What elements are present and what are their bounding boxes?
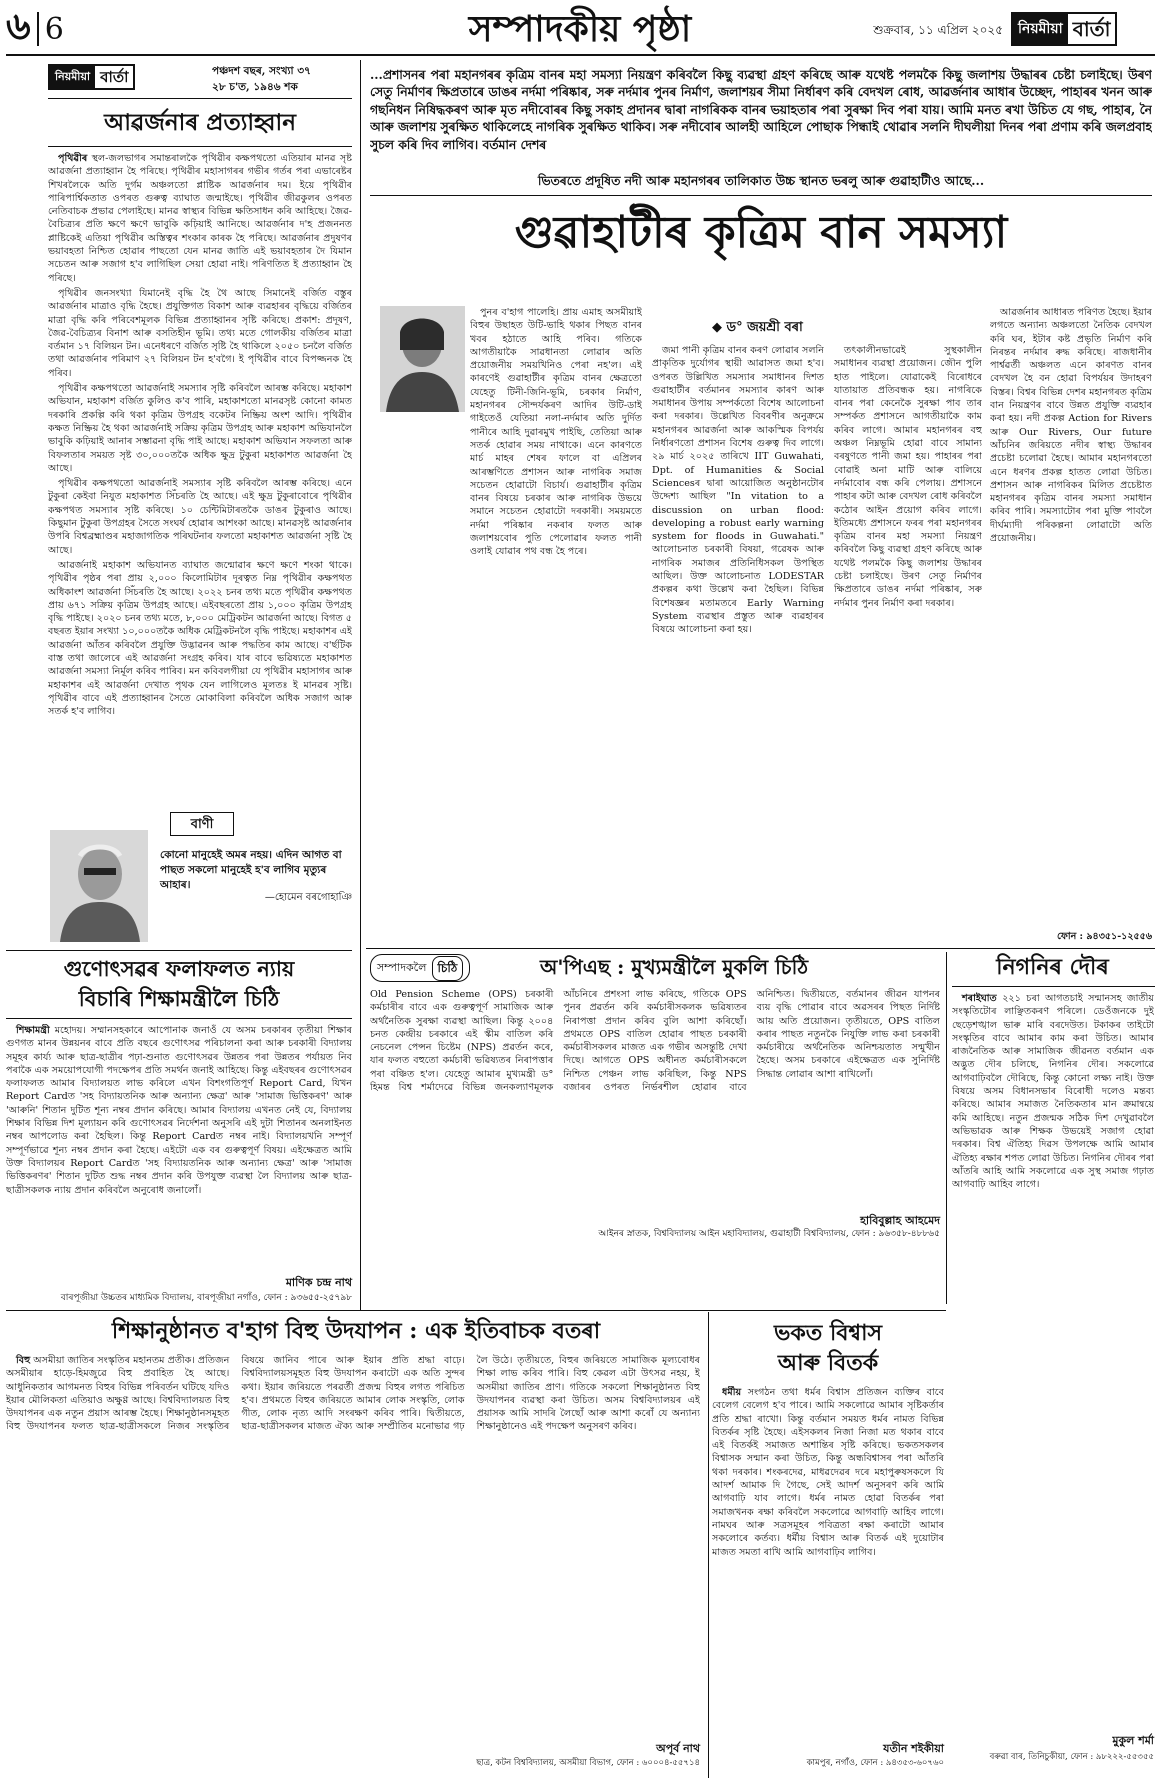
editorial-paragraph: পৃথিৱীৰ কক্ষপথতো আৱৰ্জনাই সমস্যাৰ সৃষ্টি কৰিবলৈ আৰম্ভ কৰিছে। এনে টুকুৰা কেইবা নিযুত মহাকাশত সিঁচৰতি হৈ আছে। এই ক্ষুদ্ৰ টুকুৰাবোৰে পৃথিৱীৰ কক্ষপথত সমস্যাৰ সৃষ্টি কৰিছে। ১০ চেন্টিমিটাৰতকৈ ডাঙৰ টুকুৰাও আছে। কিছুমান টুকুৰা উপগ্ৰহৰ সৈতে সংঘৰ্ষ হোৱাৰ আশংকা আছে। মানৱসৃষ্ট আৱৰ্জনাৰ উপৰি বিশ্বব্ৰহ্মাণ্ডৰ মহাজাগতিক পৰিঘটনাৰ ফলতো মহাকাশত আৱৰ্জনা সৃষ্টি হৈ আছে। (48, 478, 352, 556)
letters-section-label-text2: চিঠি (437, 960, 458, 975)
top-article-column-3-text: তৎকালীনভাৱেই সুস্থকালীন সমাধানৰ ব্যৱস্থা প্ৰয়োজন। জৌন পুলি হাত পাইলে। যোৱাকেই বিৰোধৰে যাতায়াত প্ৰতিবন্ধক হয়। নাগৰিকে বানৰ পৰা কেনেকৈ সুৰক্ষা পাব তাৰ সম্পৰ্কত প্ৰশাসনে আগতীয়াকৈ কাম কৰিব লাগে। আমাৰ মহানগৰৰ বহু অঞ্চল নিম্নভূমি হোৱা বাবে সামান্য বৰষুণতে পানী জমা হয়। পাহাৰৰ পৰা বোৱাই অনা মাটি আৰু বালিয়ে নৰ্দমাবোৰ বন্ধ কৰি পেলায়। প্ৰশাসনে পাহাৰ কটা আৰু বেদখল ৰোধ কৰিবলৈ কঠোৰ আইন প্ৰয়োগ কৰিব লাগে। ইতিমধ্যে প্ৰশাসনে ফৰৰ পৰা মহানগৰৰ কৃত্ৰিম বানৰ মহা সমস্যা নিয়ন্ত্ৰণ কৰিবলৈ কিছু ব্যৱস্থা গ্ৰহণ কৰিছে আৰু যথেষ্ট পলমকৈ কিছু জলাশয় উদ্ধাৰৰ চেষ্টা চলাইছে। উৰণ সেতু নিৰ্মাণৰ ক্ষিপ্ৰতাৰে ডাঙৰ নৰ্দমা পৰিষ্কাৰ, সৰু নৰ্দমাৰ পুনৰ নিৰ্মাণ কৰা দৰকাৰ। (834, 345, 982, 609)
bihu-body (6, 1354, 700, 1740)
byline (712, 318, 962, 339)
author-portrait (50, 830, 148, 942)
left-letter-title-line2: বিচাৰি শিক্ষামন্ত্ৰীলৈ চিঠি (78, 986, 280, 1011)
nigoni-letter-address: বৰুৱা বাৰ, তিনিচুকীয়া, ফোন : ৯৮২২২-৫৫৩৫৫ (989, 1752, 1154, 1762)
editorial-paragraph: আৱৰ্জনাই মহাকাশ অভিযানত ব্যাঘাত জন্মোৱাৰ ক্ষণে ক্ষণে শংকা থাকে। পৃথিৱীৰ পৃষ্ঠৰ পৰা প্ৰায় ২,০০০ কিলোমিটাৰ দূৰত্বত নিম্ন পৃথিৱীৰ কক্ষপথত অধিকাংশ আৱৰ্জনা সিঁচৰতি হৈ আছে। ২০২২ চনৰ তথ্য মতে পৃথিৱীৰ কক্ষপথত প্ৰায় ৬৭১ সক্ৰিয় কৃত্ৰিম উপগ্ৰহ আছে। এইবছৰতো প্ৰায় ১,০০০ কৃত্ৰিম উপগ্ৰহ বৃদ্ধি পাইছে। ২০২০ চনৰ তথ্য মতে, ৮,০০০ মেট্ৰিকটন আৱৰ্জনা আছে। বিগত ৫ বছৰত ইয়াৰ সংখ্যা ১০,০০০তকৈ অধিক মেট্ৰিকটনলৈ বৃদ্ধি পাইছে। মহাকাশৰ এই আৱৰ্জনা আঁতৰ কৰিবলৈ প্ৰযুক্তি উদ্ভাৱনৰ আৰু পদ্ধতিৰ কাম আছে। ব'ৰ্ছটিক বাস্ত তথা জালেৰে এই আৱৰ্জনা সংগ্ৰহ কৰিব। যাৰ বাবে ভৱিষ্যতে মহাকাশত আৱৰ্জনা সমস্যা নিৰ্মূল কৰিব পাৰিব। মন কবিবলগীয়া যে পৃথিৱীৰ মহাসাগৰ আৰু মহাকাশৰ এই আৱৰ্জনা দেখাত পৃথক যেন লাগিলেও মূলতঃ ই মানৱৰ সৃষ্টি। পৃথিৱীৰ বাবে এই প্ৰত্যাহ্বানৰ সৈতে মোকাবিলা কৰিবলৈ অধিক সজাগ আৰু সতৰ্ক হ'ব লাগিব। (48, 559, 352, 718)
ops-letter-address: আইনৰ স্নাতক, বিশ্ববিদ্যালয় আইন মহাবিদ্যালয়, গুৱাহাটী বিশ্ববিদ্যালয়, ফোন : ৯৬৩৫৮-৪৮৮৬৫ (598, 1229, 940, 1239)
letters-section-label (370, 954, 470, 982)
top-article-column-4 (990, 306, 1152, 926)
logo-part2: বাৰ্তা (1072, 17, 1111, 41)
bhakot-lead: ধৰ্মীয় (722, 1387, 742, 1398)
left-letter-body (6, 1024, 352, 1270)
bhakot-author: যতীন শইকীয়া (883, 1742, 944, 1755)
bhakot-text: সংগঠন তথা ধৰ্মৰ বিশ্বাস প্ৰতিজন ব্যক্তিৰ বাবে বেলেগ বেলেগ হ'ব পাৰে। আমি সকলোৱে আমাৰ সৃষ্টিকৰ্তাৰ প্ৰতি শ্ৰদ্ধা ৰাখো। কিন্তু বৰ্তমান সময়ত ধৰ্মৰ নামত বিভিন্ন বিতৰ্কৰ সৃষ্টি হৈছে। এইসকলৰ নিজা নিজা মত থকাৰ বাবে এই বিতৰ্কই সমাজত অশান্তিৰ সৃষ্টি কৰিছে। ভকতসকলৰ বিশ্বাসক সন্মান কৰা উচিত, কিন্তু অন্ধবিশ্বাসৰ পৰা আঁতৰি থকা দৰকাৰ। শংকৰদেৱ, মাধৱদেৱৰ দৰে মহাপুৰুষসকলে যি আদৰ্শ আমাক দি গৈছে, সেই আদৰ্শ অনুসৰণ কৰি আমি আগবাঢ়ি যাব লাগে। ধৰ্মৰ নামত হোৱা বিতৰ্কৰ পৰা সমাজখনক ৰক্ষা কৰিবলৈ সকলোৱে আগবাঢ়ি আহিব লাগে। নামঘৰ আৰু সত্ৰসমূহৰ পবিত্ৰতা ৰক্ষা কৰাটো আমাৰ সকলোৰে কৰ্তব্য। ধৰ্মীয় বিশ্বাস আৰু বিতৰ্ক এই দুয়োটাৰ মাজত সমতা ৰাখি আমি আগবাঢ়িব লাগিব। (712, 1387, 944, 1558)
logo-part1: নিয়মীয়া (1013, 14, 1068, 44)
nigoni-letter-lead: শৰাইঘাত (962, 993, 997, 1004)
section-title: সম্পাদকীয় পৃষ্ঠা (468, 8, 692, 50)
letters-section-label-text: সম্পাদকলৈ (377, 960, 427, 974)
editorial-paragraph: পৃথিৱীৰ জনসংখ্যা যিমানেই বৃদ্ধি হৈ থৈ আছে সিমানেই বৰ্জিত বস্তুৰ আৱৰ্জনাৰ মাত্ৰাও বৃদ্ধি হৈছে। প্ৰযুক্তিগত বিকাশ আৰু ব্যৱহাৰৰ বৃদ্ধিয়ে বৰ্জিতৰ মাত্ৰা বৃদ্ধি কৰি পৰিবেশমূলক বিভিন্ন প্ৰত্যাহ্বানৰ সৃষ্টি কৰিছে। প্ৰকাশ: প্ৰদূষণ, জৈৱ-বৈচিত্ৰ্যৰ বিনাশ আৰু বসতিহীন ভূমি। তথ্য মতে গোলকীয় বৰ্জিতৰ মাত্ৰা বৰ্তমান ১৭ বিলিয়ন টন। এনেধৰণে বৰ্জিত সৃষ্টি হৈ থাকিলে ২০৫০ চনলৈ বৰ্জিত তথা আৱৰ্জনাৰ পৰিমাণ ২৭ বিলিয়ন টন হ'বগৈ। ই পৃথিৱীৰ বাবে বিপজ্জনক হৈ পৰিব। (48, 287, 352, 379)
nigoni-letter-rule (952, 986, 1155, 987)
sidebar-logo-part2: বাৰ্তা (100, 68, 129, 86)
top-article-column-2 (652, 344, 824, 944)
letters-section-label-box (432, 956, 464, 981)
top-article-phone: ফোন : ৯৪৩৫১-১২৫৫৬ (1057, 931, 1152, 942)
top-article-intro (370, 66, 1152, 172)
bihu-author: অপূৰ্ব নাথ (656, 1742, 700, 1755)
nigoni-letter-text: ২২১ চৰা আগতচাই সন্মানসহ জাতীয় সংস্কৃতিটোৰ লাঞ্ছিতকৰণ পৰিলে। ডেওঁজনকে দুই ছেড়েশঙ্খাল ভাৰু মাৰি বৰদেউত। টকাকৰ তাইটো সংস্কৃতিৰ বাবে আমাৰ কাম কৰা উচিত। আমাৰ ৰাজনৈতিক আৰু সামাজিক জীৱনত বৰ্তমান এক অদ্ভুত দৌৰ চলিছে, নিগনিৰ দৌৰ। সকলোৱে আগবাঢ়িবলৈ দৌৰিছে, কিন্তু কোনো লক্ষ্য নাই। উক্ত বিষয়ে অসম বিধানসভাৰ বিৰোধী দলেও মন্তব্য কৰিছে। আমাৰ সমাজত নৈতিকতাৰ মান ক্ৰমান্বয়ে কমি আহিছে। নতুন প্ৰজন্মক সঠিক দিশ দেখুৱাবলৈ অভিভাৱক আৰু শিক্ষক উভয়েই সজাগ হোৱা দৰকাৰ। বিশ্ব ঐতিহ্য দিৱস উপলক্ষে আমি আমাৰ ঐতিহ্য ৰক্ষাৰ শপত লোৱা উচিত। নিগনিৰ দৌৰৰ পৰা আঁতৰি আহি আমি সকলোৱে এক সুস্থ সমাজ গঢ়াত আগবাঢ়ি আহিব লাগে। (952, 993, 1154, 1191)
letters-top-rule (366, 948, 1155, 949)
top-article-column-2-text: জমা পানী কৃত্ৰিম বানৰ কৰণ লোৱাৰ সলনি প্ৰাকৃতিক দুৰ্যোগৰ স্থায়ী আৱাসত জমা হ'ব। ওপৰত উল্লিখিত সমস্যাৰ সমাধানৰ দিশত গুৱাহাটীৰ বৰ্তমানৰ সমস্যাৰ কাৰণ আৰু সমাধানৰ উপায় সম্পৰ্কতো বিশেষ আলোচনা কৰা দৰকাৰ। উল্লেখিত বিবৰণীৰ অনুক্ৰমে মহানগৰৰ আৱৰ্জনা আৰু আকস্মিক বিপৰ্যয় নিৰ্ধাৰণতো প্ৰশাসন বিশেষ গুৰুত্ব দিব লাগে। ২৯ মাৰ্চ ২০২৫ তাৰিখে IIT Guwahati, Dpt. of Humanities & Social Sciencesৰ দ্বাৰা আয়োজিত অনুষ্ঠানটোৰ উদ্দেশ্য আছিল "In vitation to a discussion on urban flood: developing a robust early warning system for floods in Guwahati." আলোচনাত চৰকাৰী বিষয়া, গৱেষক আৰু নাগৰিক সমাজৰ প্ৰতিনিধিসকল উপস্থিত আছিল। উক্ত আলোচনাত LODESTAR প্ৰকল্পৰ কথা উল্লেখ কৰা হৈছিল। বিভিন্ন বিশেষজ্ঞৰ মতামতৰে Early Warning System ব্যৱস্থাৰ প্ৰস্তুত আৰু ব্যৱহাৰৰ বিষয়ে আলোচনা কৰা হয়। (652, 345, 824, 636)
nigoni-letter-title: নিগনিৰ দৌৰ (996, 954, 1109, 980)
editorial-title-rule (48, 146, 352, 147)
ops-letter-author: হাবিবুল্লাহ আহমেদ (860, 1214, 940, 1227)
top-article-column-4-text: আৱৰ্জনাৰ আধাৰত পৰিণত হৈছে। ইয়াৰ লগতে অন্যান্য অঞ্চলতো নৈতিক বেদখল কৰি ঘৰ, ইটাৰ কষ্ট প্ৰভৃতি নিৰ্মাণ কৰি নিৰন্তৰ নৰ্দমাৰ ৰুদ্ধ কৰিছে। ৰাজধানীৰ পাৰ্শ্বৱৰ্তী অঞ্চলত এনে কাৰণত বানৰ বেদখল হৈ বন হোৱা বিপৰ্যয়ৰ উদাহৰণ বিস্তৰ। বিশ্বৰ বিভিন্ন দেশৰ মহানগৰত কৃত্ৰিম বান নিয়ন্ত্ৰণৰ বাবে উন্নত প্ৰযুক্তি ব্যৱহাৰ কৰা হয়। নদী প্ৰকল্প Action for Rivers আৰু Our Rivers, Our future আঁচনিৰ জৰিয়তে নদীৰ স্বাস্থ্য উদ্ধাৰৰ প্ৰচেষ্টা চলোৱা হৈছে। আমাৰ মহানগৰতো এনে ধৰণৰ প্ৰকল্প হাতত লোৱা উচিত। প্ৰশাসন আৰু নাগৰিকৰ মিলিত প্ৰচেষ্টাত মহানগৰৰ কৃত্ৰিম বানৰ সমস্যা সমাধান কৰিব পাৰি। সমস্যাটোৰ পৰা মুক্তি পাবলৈ দীৰ্ঘম্যাদী পৰিকল্পনা লোৱাটো অতি প্ৰয়োজনীয়। (990, 307, 1152, 545)
masthead-date: শুক্ৰবাৰ, ১১ এপ্ৰিল ২০২৫ (873, 23, 1003, 37)
editorial-body (48, 152, 352, 792)
bhakot-body (712, 1386, 944, 1738)
bihu-address: ছাত্ৰ, কটন বিশ্ববিদ্যালয়, অসমীয়া বিভাগ, ফোন : ৬০০০৪-৫৫৭১৪ (476, 1758, 700, 1768)
masthead-logo (1011, 12, 1117, 46)
top-article-column-1 (470, 306, 642, 944)
quote-title-box (170, 812, 234, 836)
author-portrait-svg (50, 830, 148, 942)
bihu-title: শিক্ষানুষ্ঠানত ব'হাগ বিহু উদযাপন : এক ইতিবাচক বতৰা (111, 1318, 601, 1344)
byline-diamond-icon: ◆ (712, 320, 722, 335)
byline-portrait-svg (380, 306, 465, 412)
nigoni-letter-author: মুকুল শৰ্মা (1112, 1734, 1154, 1747)
top-article-closing: ভিতৰতে প্ৰদূষিত নদী আৰু মহানগৰৰ তালিকাত উচ্চ স্থানত ভৰলু আৰু গুৱাহাটীও আছে... (537, 173, 985, 188)
byline-portrait (380, 306, 465, 412)
quote-author: —হোমেন বৰগোহাঞি (264, 892, 352, 903)
left-letter-rule (6, 950, 352, 951)
editorial-lead: পৃথিৱীৰ (58, 153, 88, 164)
top-article-column-1-text: পুনৰ ব'হাগ পালেহি। প্ৰায় এমাহ অসমীয়াই বিহুৰ উছাহত উটি-ভাহি থকাৰ পিছত বানৰ খবৰ হঠাতে আহি পৰিব। গতিকে আগতীয়াকৈ সাৱধানতা লোৱাৰ অতি প্ৰয়োজনীয় সময়খিনিও পেৰা নহ'ল। এই কাৰণেই গুৱাহাটীৰ কৃত্ৰিম বানৰ ক্ষেত্ৰতো যেহেতু টিনী-জিনি-ভূমি, চৰকাৰ নিৰ্মাণ, মহানগৰৰ সৌন্দৰ্যকৰণ আদিৰ উটি-ডাই গাইতেওঁ যেতিয়া নলা-নৰ্দমাৰ অতি দুৰ্দিত পানীৰে আহি দুৱাৰমুখ পাইছি, তেতিয়া আৰু সতৰ্ক হোৱাৰ সময় নাথাকে। এনে কাৰণতে মাৰ্চ মাহৰ শেষৰ ফালে বা এপ্ৰিলৰ আৰম্ভণিতে প্ৰশাসন আৰু নাগৰিক সমাজ সচেতন হোৱাটো বিচাৰ্য। গুৱাহাটীৰ কৃত্ৰিম বানৰ বিষয়ে চৰকাৰ আৰু নাগৰিক উভয়ে সমানে সচেতন হোৱাটো দৰকাৰী। সময়মতে নৰ্দমা পৰিষ্কাৰ নকৰাৰ ফলত আৰু জলাশয়বোৰ পুতি পেলোৱাৰ ফলত পানী ওলাই যোৱাৰ পথ বন্ধ হৈ পৰে। (470, 307, 642, 558)
sidebar-rule (48, 98, 352, 99)
bihu-text: অসমীয়া জাতিৰ সংস্কৃতিৰ মহানতম প্ৰতীক। প্ৰতিজন অসমীয়াৰ হাড়ে-হিমজুৱে বিহু প্ৰবাহিত হৈ আছে। আধুনিকতাৰ আগমনত বিহুৰ বিভিন্ন পৰিবৰ্তন ঘটিছে যদিও ইয়াৰ মৌলিকতা এতিয়াও অক্ষুণ্ণ আছে। বিশ্ববিদ্যালয়ত বিহু উদযাপনৰ এক নতুন প্ৰয়াস আৰম্ভ হৈছে। শিক্ষানুষ্ঠানসমূহত বিহু উদযাপনৰ ফলত ছাত্ৰ-ছাত্ৰীসকলে নিজৰ সংস্কৃতিৰ বিষয়ে জানিব পাৰে আৰু ইয়াৰ প্ৰতি শ্ৰদ্ধা বাঢ়ে। বিশ্ববিদ্যালয়সমূহত বিহু উদযাপন কৰাটো এক অতি সুন্দৰ কথা। ইয়াৰ জৰিয়তে পৰৱৰ্তী প্ৰজন্ম বিহুৰ লগত পৰিচিত হ'ব। প্ৰথমতে বিহুৰ জৰিয়তে আমাৰ লোক সংস্কৃতি, লোক গীত, লোক নৃত্য আদি সংৰক্ষণ কৰিব পাৰি। দ্বিতীয়তে, ছাত্ৰ-ছাত্ৰীসকলৰ মাজত ঐক্য আৰু সম্প্ৰীতিৰ মনোভাৱ গঢ় লৈ উঠে। তৃতীয়তে, বিহুৰ জৰিয়তে সামাজিক মূল্যবোধৰ শিক্ষা লাভ কৰিব পাৰি। বিহু কেৱল এটা উৎসৱ নহয়, ই অসমীয়া জাতিৰ প্ৰাণ। গতিকে সকলো শিক্ষানুষ্ঠানত বিহু উদযাপনৰ ব্যৱস্থা কৰা উচিত। অসম বিশ্ববিদ্যালয়ৰ এই প্ৰয়াসক আমি সাদৰি লৈছোঁ আৰু আশা কৰোঁ যে অন্যান্য শিক্ষানুষ্ঠানেও এই পদক্ষেপ অনুসৰণ কৰিব। (6, 1355, 700, 1433)
column-divider (360, 60, 361, 1310)
bhakot-title-line1: ভকত বিশ্বাস (774, 1320, 882, 1346)
left-letter-title-line1: গুণোৎসৱৰ ফলাফলত ন্যায় (63, 956, 295, 981)
sidebar-logo-part1: নিয়মীয়া (50, 66, 95, 88)
page-number-assamese: ৬ (6, 3, 31, 48)
byline-name: ড° জয়শ্ৰী বৰা (726, 320, 803, 335)
bhakot-address: কামপুৰ, নগাঁও, ফোন : ৯৪৩৫৩-৬০৭৬০ (806, 1758, 944, 1768)
left-letter-text: মহোদয়। সম্মানসহকাৰে আপোনাক জনাওঁ যে অসম চৰকাৰৰ তৃতীয়া শিক্ষাৰ গুণগত মানৰ উন্নয়নৰ বাবে প্ৰতি বছৰে গুণোৎসৱ পৰিচালনা কৰা আৰু চৰকাৰী বিদ্যালয় সমূহৰ কাৰ্য্য আৰু ছাত্ৰ-ছাত্ৰীৰ পঢ়া-শুনাত গুণোৎসৱৰ উন্নতৰ পৰা উন্নতৰ পৰ্যায়ত নিব পৰাকৈ এক সময়োপযোগী পদক্ষেপৰ প্ৰতি সমৰ্থন জনাই আহিছে। কিন্তু এইবছৰৰ গুণোৎসৱৰ ফলাফলত আমাৰ বিদ্যালয়ত লাভ কৰিলে এখন বিশংগতিপূৰ্ণ Report Card, যিখন Report Cardত 'সহ বিদ্যায়তনিক আৰু অন্যান্য ক্ষেত্ৰ' আৰু 'সামাজ ভিত্তিকৰণ' আৰু 'আৰুনি' শিতান দুটিত শূন্য নম্বৰ প্ৰদান কৰিছে। আমাৰ বিদ্যালয় এখনত নেই যে, বিদ্যালয় শিক্ষাৰ বিভিন্ন দিশ মূল্যায়ন কৰি গুণোৎসৱৰ নিৰ্দেশনা অনুসৰি এই দুটা শিতানৰ অনলাইনত নম্বৰ আপলোড কৰা হৈছিল। কিন্তু Report Cardত নম্বৰ নাই। বিদ্যালয়খনি সম্পূৰ্ণ সম্পূৰ্ণভাৱে শূন্য নম্বৰ প্ৰদান কৰা হৈছে। এইটো এক বৰ গুৰুত্বপূৰ্ণ বিষয়। এইক্ষেত্ৰত আমি উক্ত বিদ্যালয়ৰ Report Cardত 'সহ বিদ্যায়তনিক আৰু অন্যান্য ক্ষেত্ৰ' আৰু 'সামাজ ভিত্তিকৰণৰ' শিতান দুটিত শুদ্ধ নম্বৰ প্ৰদান কৰি উপযুক্ত ব্যৱস্থা লৈ বিদ্যালয় আৰু ছাত্ৰ-ছাত্ৰীসকলক ন্যায় প্ৰদান কৰিবলৈ অনুৰোধ জনালোঁ। (6, 1025, 352, 1196)
page-number-latin: 6 (44, 11, 64, 47)
editorial-paragraph: পৃথিৱীৰ কক্ষপথতো আৱৰ্জনাই সমস্যাৰ সৃষ্টি কৰিবলৈ আৰম্ভ কৰিছে। মহাকাশ অভিযান, মহাকাশ বৰ্জিত কুলিও ক'ব পাৰি, মহাকাশতো মানৱসৃষ্ট কোনো কামত দৰকাৰি প্ৰকল্পি কৰি থকা কৃত্ৰিম উপগ্ৰহ বকেটৰ নিষ্ক্ৰিয় অংশ আদি। পৃথিৱীৰ কক্ষত নিষ্ক্ৰিয় হৈ থকা আৱৰ্জনাই সক্ৰিয় কৃত্ৰিম উপগ্ৰহ আৰু মহাকাশ অভিযানলৈ ভাবুকি কঢ়িয়াই আনাৰ সম্ভাৱনা বৃদ্ধি পাই আছে। মহাকাশ অভিযান সফলতা আৰু বিফলতাৰ সময়ত সৃষ্ট ৩০,০০০তকৈ অধিক ক্ষুদ্ৰ টুকুৰা মহাকাশত আৱৰ্জনা হৈ আছে। (48, 383, 352, 474)
left-letter-address: বাৰপূজীয়া উচ্চতৰ মাধ্যমিক বিদ্যালয়, বাৰপূজীয়া নগাঁও, ফোন : ৯৩৬৫৫-২৫৭৯৮ (60, 1293, 352, 1303)
page-number-divider (37, 12, 39, 46)
page-number (6, 3, 64, 52)
sidebar-date: ২৮ চ'ত, ১৯৪৬ শক (212, 81, 298, 93)
bhakot-divider (708, 1312, 709, 1778)
bhakot-title-line2: আৰু বিতৰ্ক (777, 1350, 879, 1376)
quote-title: বাণী (190, 817, 214, 832)
top-article-intro-text: ...প্ৰশাসনৰ পৰা মহানগৰৰ কৃত্ৰিম বানৰ মহা সমস্যা নিয়ন্ত্ৰণ কৰিবলৈ কিছু ব্যৱস্থা গ্ৰহণ কৰিছে আৰু যথেষ্ট পলমকৈ কিছু জলাশয় উদ্ধাৰৰ চেষ্টা চলাইছে। উৰণ সেতু নিৰ্মাণৰ ক্ষিপ্ৰতাৰে ডাঙৰ নৰ্দমা পৰিষ্কাৰ, সৰু নৰ্দমাৰ পুনৰ নিৰ্মাণ, জলাশয়ৰ সীমা নিৰ্ধাৰণ কৰি বেদখল ৰোধ, আৱৰ্জনাৰ আধাৰ উচ্ছেদ, পাহাৰৰ খনন আৰু গছনিধন নিষিদ্ধকৰণ আৰু মৃত নদীবোৰৰ কিছু সকাহ প্ৰদানৰ দ্বাৰা নাগৰিকক বানৰ ভয়াহতাৰ পৰা সুৰক্ষা দিব পৰা যায়। আমি মনত ৰখা উচিত যে গছ, পাহাৰ, নৈ আৰু জলাশয় সুৰক্ষিত থাকিলেহে নাগৰিক সুৰক্ষিত থাকিব। সৰু নদীবোৰ আলহী আহিলে পোছাক পিন্ধাই থোৱাৰ সলনি দীঘলীয়া দিনৰ পৰা প্ৰণাম কৰি জলপ্ৰবাহ সুচল কৰি দিব লাগিব। বৰ্তমান দেশৰ (370, 67, 1152, 152)
left-letter-lead: শিক্ষামন্ত্ৰী (16, 1025, 50, 1036)
top-article-rule (370, 195, 1152, 196)
nigoni-letter-body (952, 992, 1154, 1722)
ops-letter-body (370, 988, 940, 1210)
quote-text: কোনো মানুহেই অমৰ নহয়। এদিন আগত বা পাছত সকলো মানুহেই হ'ব লাগিব মৃত্যুৰ আহাৰ। (160, 849, 342, 891)
ops-letter-title: অ'পিএছ : মুখ্যমন্ত্ৰীলৈ মুকলি চিঠি (540, 955, 809, 979)
editorial-paragraph: স্থল-জলভাগৰ সমান্তৰালকৈ পৃথিৱীৰ কক্ষপথতো এতিয়াৰ মানৱ সৃষ্ট আৱৰ্জনা প্ৰত্যাহ্বান হৈ পৰিছে। পৃথিৱীৰ মহাসাগৰৰ গভীৰ গৰ্তৰ পৰা এভাৰেষ্টৰ শিখৰলৈকে অতি দুৰ্গম অঞ্চলতো প্লাষ্টিক আৱৰ্জনাৰ দম। ইয়ে পৃথিৱীৰ পাৰিপাৰ্শ্বিকতাত ওপৰত গুৰুত্ব ব্যাঘাত জন্মাইছে। পৃথিৱীৰ জীৱকুলৰ ওপৰত নেতিবাচক প্ৰভাৱ পেলাইছে। মানৱ স্বাস্থ্যৰ বিভিন্ন ক্ষতিসাধন কৰি আহিছে। জৈৱ-বৈচিত্ৰ্যৰ প্ৰতি ক্ষণে ক্ষণে ভাবুকি কঢ়িয়াই আনিছে। আৱৰ্জনাৰ দ'হ প্ৰজননত প্লাষ্টিকেই এতিয়া পৃথিৱীৰ অস্তিত্বৰ শংকাৰ কাৰক হৈ পৰিছে। আৱৰ্জনাৰ প্ৰদুষণৰ ভয়াবহতা নিশ্চিত হোৱাৰ পাছতো যেন মানৱ জাতি এই ভয়াবহতাৰ দৈ যিমান সচেতন আৰু সজাগ হ'ব লাগিছিল সেয়া হোৱা নাই। পৰিণতিত ই প্ৰত্যাহ্বান হৈ পৰিছে। (48, 153, 352, 284)
sidebar-logo (48, 64, 135, 90)
ops-letter-text: Old Pension Scheme (OPS) চৰকাৰী কৰ্মচাৰীৰ বাবে এক গুৰুত্বপূৰ্ণ সামাজিক আৰু অৰ্থনৈতিক সুৰক্ষা ব্যৱস্থা আছিল। কিন্তু ২০০৪ চনত কেন্দ্ৰীয় চৰকাৰে এই স্কীম বাতিল কৰি নেচনেল পেন্সন চিষ্টেম (NPS) প্ৰৱৰ্তন কৰে, যাৰ ফলত বহুতো কৰ্মচাৰী ভৱিষ্যতৰ নিৰাপত্তাৰ পৰা বঞ্চিত হ'ল। যেহেতু আমাৰ মুখ্যমন্ত্ৰী ড° হিমন্ত বিশ্ব শৰ্মাদেৱে বিভিন্ন জনকল্যাণমূলক আঁচনিৰে প্ৰশংসা লাভ কৰিছে, গতিকে OPS পুনৰ প্ৰৱৰ্তন কৰি কৰ্মচাৰীসকলক ভৱিষ্যতৰ নিৰাপত্তা প্ৰদান কৰিব বুলি আশা কৰিছোঁ। প্ৰথমতে OPS বাতিল হোৱাৰ পাছত চৰকাৰী কৰ্মচাৰীসকলৰ মাজত এক গভীৰ অসন্তুষ্টি দেখা দিছে। আগতে OPS অধীনত কৰ্মচাৰীসকলে নিশ্চিত পেঞ্চন লাভ কৰিছিল, কিন্তু NPS বজাৰৰ ওপৰত নিৰ্ভৰশীল হোৱাৰ বাবে অনিশ্চিত। দ্বিতীয়তে, বৰ্তমানৰ জীৱন যাপনৰ ব্যয় বৃদ্ধি পোৱাৰ বাবে অৱসৰৰ পিছত নিৰ্দিষ্ট আয় অতি প্ৰয়োজন। তৃতীয়তে, OPS বাতিল কৰাৰ পাছত নতুনকৈ নিযুক্তি লাভ কৰা চৰকাৰী কৰ্মচাৰীয়ে অৰ্থনৈতিক অনিশ্চয়তাত সন্মুখীন হৈছে। অসম চৰকাৰে এইক্ষেত্ৰত এক সুনিৰ্দিষ্ট সিদ্ধান্ত লোৱাৰ আশা ৰাখিলোঁ। (370, 989, 940, 1094)
top-article-column-3 (834, 344, 982, 944)
bihu-lead: বিহু (16, 1355, 31, 1366)
masthead-rule (6, 54, 1155, 56)
bihu-top-rule (6, 1310, 946, 1311)
letters-divider (946, 952, 947, 1304)
left-letter-author: মাণিক চন্দ্ৰ নাথ (285, 1276, 352, 1289)
top-article-headline: গুৱাহাটীৰ কৃত্ৰিম বান সমস্যা (514, 207, 1008, 258)
editorial-title: আৱৰ্জনাৰ প্ৰত্যাহ্বান (104, 109, 296, 136)
sidebar-volume: পঞ্চদশ বছৰ, সংখ্যা ৩৭ (212, 65, 311, 77)
left-letter-title-rule (6, 1018, 352, 1019)
